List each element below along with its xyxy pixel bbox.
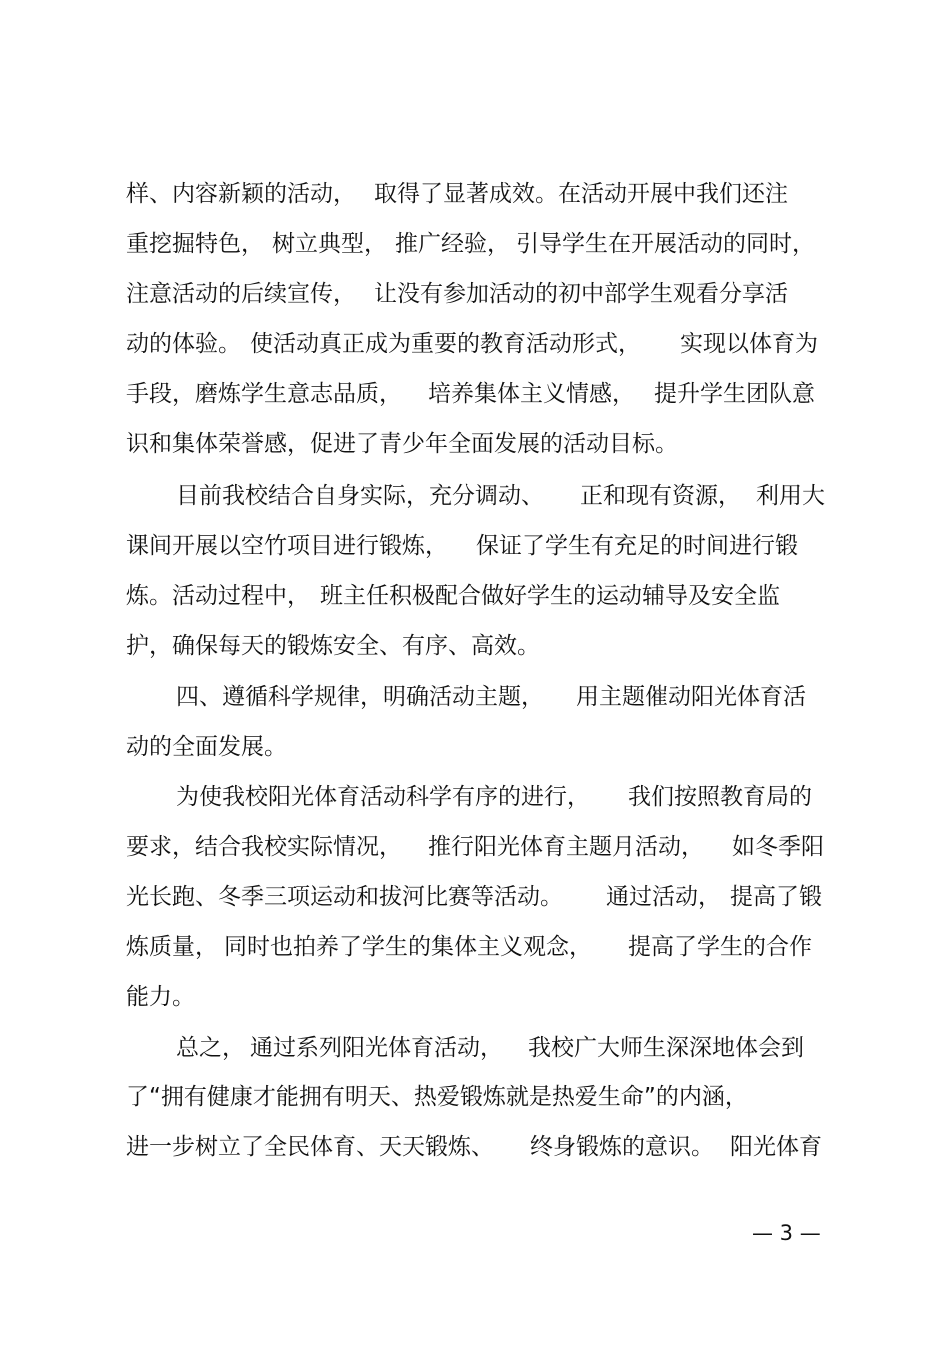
text-segment: 终身锻炼的意识。 xyxy=(530,1134,714,1160)
text-segment: 目前我校结合自身实际，充分调动、 xyxy=(176,483,544,509)
text-segment: 实现以体育为 xyxy=(680,331,818,357)
text-segment: 了“拥有健康才能拥有明天、热爱锻炼就是热爱生命”的内涵， xyxy=(126,1084,748,1110)
text-segment: 推广经验， xyxy=(395,231,510,257)
text-line xyxy=(0,579,950,613)
text-segment: 提高了锻 xyxy=(730,884,822,910)
text-segment: 样、内容新颖的活动， xyxy=(126,181,356,207)
text-segment: 四、遵循科学规律，明确活动主题， xyxy=(176,684,544,710)
text-segment: 手段，磨炼学生意志品质， xyxy=(126,381,402,407)
text-line xyxy=(0,980,950,1014)
text-segment: 培养集体主义情感， xyxy=(428,381,635,407)
text-segment: 利用大 xyxy=(756,483,825,509)
text-segment: 光长跑、冬季三项运动和拔河比赛等活动。 xyxy=(126,884,563,910)
text-segment: 引导学生在开展活动的同时， xyxy=(516,231,815,257)
text-line xyxy=(0,830,950,864)
text-line xyxy=(0,427,950,461)
text-segment: 让没有参加活动的初中部学生观看分享活 xyxy=(374,281,788,307)
text-segment: 护，确保每天的锻炼安全、有序、高效。 xyxy=(126,633,540,659)
paragraph-first-line xyxy=(0,479,950,513)
text-line xyxy=(0,1130,950,1164)
text-segment: 用主题催动阳光体育活 xyxy=(576,684,806,710)
text-line xyxy=(0,930,950,964)
text-segment: 阳光体育 xyxy=(730,1134,822,1160)
text-line xyxy=(0,629,950,663)
text-line xyxy=(0,327,950,361)
text-segment: 取得了显著成效。在活动开展中我们还注 xyxy=(374,181,788,207)
text-segment: 提升学生团队意 xyxy=(654,381,815,407)
text-segment: 提高了学生的合作 xyxy=(628,934,812,960)
text-segment: 我校广大师生深深地体会到 xyxy=(528,1035,804,1061)
text-segment: 树立典型， xyxy=(272,231,387,257)
text-segment: 识和集体荣誉感，促进了青少年全面发展的活动目标。 xyxy=(126,431,678,457)
text-line xyxy=(0,880,950,914)
text-segment: 为使我校阳光体育活动科学有序的进行， xyxy=(176,784,590,810)
text-segment: 使活动真正成为重要的教育活动形式， xyxy=(250,331,641,357)
text-segment: 动的体验。 xyxy=(126,331,241,357)
text-segment: 注意活动的后续宣传， xyxy=(126,281,356,307)
text-segment: 总之， xyxy=(176,1035,245,1061)
section-heading-line xyxy=(0,680,950,714)
text-segment: 要求，结合我校实际情况， xyxy=(126,834,402,860)
text-line xyxy=(0,730,950,764)
text-segment: 动的全面发展。 xyxy=(126,734,287,760)
text-segment: 保证了学生有充足的时间进行锻 xyxy=(476,533,798,559)
text-segment: 炼质量， xyxy=(126,934,218,960)
text-line xyxy=(0,377,950,411)
text-segment: 正和现有资源， xyxy=(580,483,741,509)
text-line xyxy=(0,277,950,311)
text-segment: 重挖掘特色， xyxy=(126,231,264,257)
text-line xyxy=(0,227,950,261)
text-segment: 进一步树立了全民体育、天天锻炼、 xyxy=(126,1134,494,1160)
text-line xyxy=(0,1080,950,1114)
text-segment: 我们按照教育局的 xyxy=(628,784,812,810)
text-line xyxy=(0,177,950,211)
text-segment: 通过活动， xyxy=(606,884,721,910)
text-segment: 能力。 xyxy=(126,984,195,1010)
text-segment: 推行阳光体育主题月活动， xyxy=(428,834,704,860)
text-segment: 班主任积极配合做好学生的运动辅导及安全监 xyxy=(320,583,780,609)
paragraph-first-line xyxy=(0,780,950,814)
text-segment: 如冬季阳 xyxy=(732,834,824,860)
text-segment: 课间开展以空竹项目进行锻炼， xyxy=(126,533,448,559)
text-line xyxy=(0,529,950,563)
text-segment: 同时也拍养了学生的集体主义观念， xyxy=(224,934,592,960)
page-number: — 3 — xyxy=(752,1221,821,1245)
text-segment: 通过系列阳光体育活动， xyxy=(250,1035,503,1061)
text-segment: 炼。活动过程中， xyxy=(126,583,310,609)
paragraph-first-line xyxy=(0,1031,950,1065)
